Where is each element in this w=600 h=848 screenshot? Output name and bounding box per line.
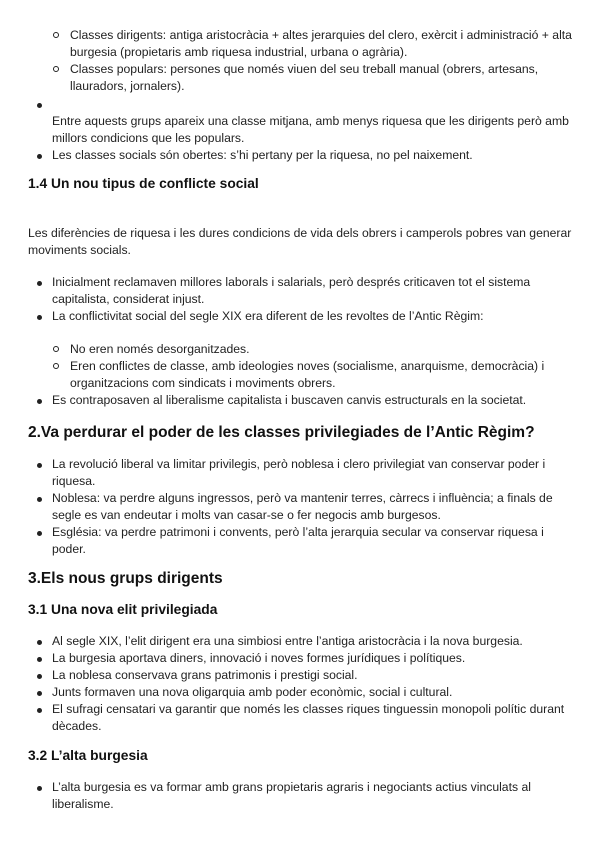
list-1-4-last xyxy=(0,392,600,409)
top-list-middle xyxy=(0,96,600,164)
list-item: La burgesia aportava diners, innovació i noves formes jurídiques i polítiques. xyxy=(0,650,600,667)
list-3-1 xyxy=(0,633,600,735)
list-item: Es contraposaven al liberalisme capitalista i buscaven canvis estructurals en la societat. xyxy=(0,392,600,409)
list-3-2 xyxy=(0,779,600,813)
section-heading: 2.Va perdurar el poder de les classes privilegiades de l’Antic Règim? xyxy=(28,424,535,441)
list-item: Classes populars: persones que només viuen del seu treball manual (obrers, artesans, llauradors, jornalers). xyxy=(0,61,600,95)
list-item: Església: va perdre patrimoni i convents, però l’alta jerarquia secular va conservar riquesa i poder. xyxy=(0,524,600,558)
section-heading: 3.2 L’alta burgesia xyxy=(28,748,148,763)
top-list xyxy=(0,27,600,95)
section-heading: 3.1 Una nova elit privilegiada xyxy=(28,602,218,617)
list-item: Les classes socials són obertes: s’hi pertany per la riquesa, no pel naixement. xyxy=(0,147,600,164)
list-item xyxy=(0,96,600,147)
list-item: La noblesa conservava grans patrimonis i prestigi social. xyxy=(0,667,600,684)
list-item: La revolució liberal va limitar privilegis, però noblesa i clero privilegiat van conservar poder i riquesa. xyxy=(0,456,600,490)
sublist-1-4 xyxy=(0,341,600,392)
list-item: Classes dirigents: antiga aristocràcia + altes jerarquies del clero, exèrcit i administració + alta burgesia (propietaris amb riquesa industrial, urbana o agrària). xyxy=(0,27,600,61)
section-heading: 1.4 Un nou tipus de conflicte social xyxy=(28,176,259,191)
paragraph: Les diferències de riquesa i les dures condicions de vida dels obrers i camperols pobres van generar moviments socials. xyxy=(28,226,572,257)
list-item: Al segle XIX, l’elit dirigent era una simbiosi entre l’antiga aristocràcia i la nova burgesia. xyxy=(0,633,600,650)
list-item-text: Entre aquests grups apareix una classe mitjana, amb menys riquesa que les dirigents però amb millors condicions que les populars. xyxy=(52,114,569,145)
section-heading: 3.Els nous grups dirigents xyxy=(28,570,223,587)
list-item: No eren només desorganitzades. xyxy=(0,341,600,358)
list-1-4 xyxy=(0,274,600,325)
list-item: Eren conflictes de classe, amb ideologies noves (socialisme, anarquisme, democràcia) i organitzacions com sindicats i moviments obrers. xyxy=(0,358,600,392)
list-item: Noblesa: va perdre alguns ingressos, però va mantenir terres, càrrecs i influència; a finals de segle es van endeutar i molts van casar-se o fer negocis amb burgesos. xyxy=(0,490,600,524)
list-item: El sufragi censatari va garantir que només les classes riques tinguessin monopoli polític durant dècades. xyxy=(0,701,600,735)
list-2 xyxy=(0,456,600,558)
list-item: La conflictivitat social del segle XIX era diferent de les revoltes de l’Antic Règim: xyxy=(0,308,600,325)
list-item: L’alta burgesia es va formar amb grans propietaris agraris i negociants actius vinculats al liberalisme. xyxy=(0,779,600,813)
list-item: Inicialment reclamaven millores laborals i salarials, però després criticaven tot el sistema capitalista, considerat injust. xyxy=(0,274,600,308)
list-item: Junts formaven una nova oligarquia amb poder econòmic, social i cultural. xyxy=(0,684,600,701)
